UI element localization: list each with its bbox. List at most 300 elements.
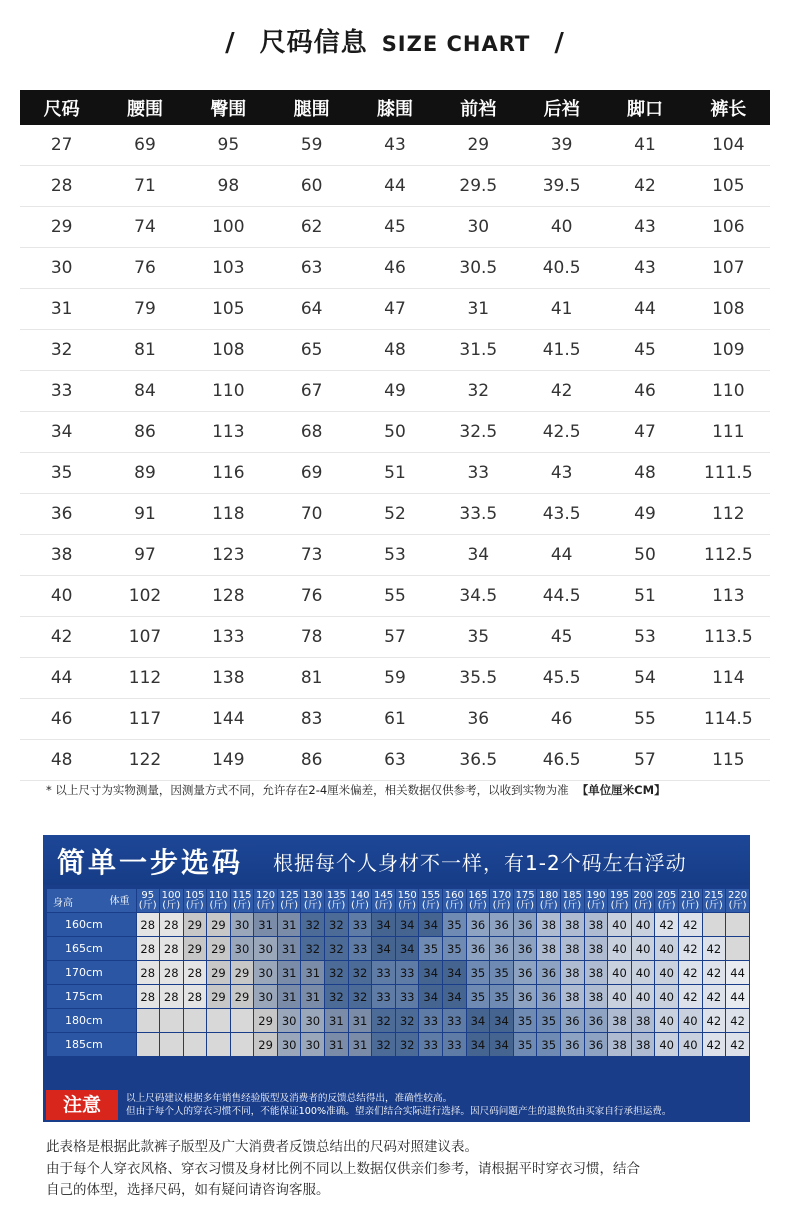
grid-size-cell: 32 bbox=[325, 913, 348, 936]
corner-weight-label: 体重 bbox=[109, 896, 130, 907]
unit-note: 【单位厘米CM】 bbox=[576, 783, 666, 797]
grid-size-cell: 38 bbox=[585, 961, 608, 984]
table-cell: 46 bbox=[353, 248, 436, 289]
footer-line-3: 自己的体型，选择尺码，如有疑问请咨询客服。 bbox=[46, 1182, 330, 1198]
table-cell: 28 bbox=[20, 166, 103, 207]
table-cell: 108 bbox=[687, 289, 770, 330]
grid-size-cell: 36 bbox=[585, 1033, 608, 1056]
size-table-header-cell: 尺码 bbox=[20, 90, 103, 125]
grid-size-cell: 31 bbox=[325, 1009, 348, 1032]
table-cell: 91 bbox=[103, 494, 186, 535]
table-cell: 111.5 bbox=[687, 453, 770, 494]
table-cell: 73 bbox=[270, 535, 353, 576]
grid-size-cell: 40 bbox=[632, 913, 655, 936]
table-cell: 33.5 bbox=[437, 494, 520, 535]
grid-size-cell: 38 bbox=[585, 937, 608, 960]
grid-size-cell: 36 bbox=[561, 1033, 584, 1056]
table-cell: 62 bbox=[270, 207, 353, 248]
notice-tag: 注意 bbox=[46, 1090, 118, 1120]
grid-size-cell bbox=[231, 1009, 254, 1032]
grid-row bbox=[47, 937, 749, 960]
grid-size-cell: 31 bbox=[301, 985, 324, 1008]
table-cell: 35 bbox=[437, 617, 520, 658]
grid-size-cell: 36 bbox=[561, 1009, 584, 1032]
table-cell: 115 bbox=[687, 740, 770, 781]
weight-header-cell bbox=[608, 889, 631, 912]
table-cell: 74 bbox=[103, 207, 186, 248]
table-cell: 49 bbox=[603, 494, 686, 535]
table-cell: 36.5 bbox=[437, 740, 520, 781]
weight-value: 175 bbox=[515, 889, 535, 901]
weight-unit: (斤) bbox=[303, 899, 322, 911]
grid-size-cell: 35 bbox=[537, 1033, 560, 1056]
grid-size-cell: 32 bbox=[325, 961, 348, 984]
grid-size-cell: 38 bbox=[537, 937, 560, 960]
table-row bbox=[20, 658, 770, 699]
weight-header-cell bbox=[396, 889, 419, 912]
table-cell: 114 bbox=[687, 658, 770, 699]
table-cell: 79 bbox=[103, 289, 186, 330]
table-cell: 84 bbox=[103, 371, 186, 412]
grid-size-cell: 42 bbox=[703, 937, 726, 960]
table-cell: 76 bbox=[103, 248, 186, 289]
grid-size-cell: 29 bbox=[231, 985, 254, 1008]
table-cell: 138 bbox=[187, 658, 270, 699]
table-cell: 128 bbox=[187, 576, 270, 617]
table-cell: 59 bbox=[270, 125, 353, 166]
table-cell: 32 bbox=[437, 371, 520, 412]
weight-header-cell bbox=[585, 889, 608, 912]
weight-header-cell bbox=[372, 889, 395, 912]
table-cell: 83 bbox=[270, 699, 353, 740]
weight-value: 195 bbox=[609, 889, 630, 901]
grid-size-cell: 42 bbox=[703, 1009, 726, 1032]
page-title bbox=[0, 22, 790, 59]
table-cell: 45 bbox=[353, 207, 436, 248]
weight-unit: (斤) bbox=[469, 899, 487, 911]
grid-size-cell: 40 bbox=[608, 961, 631, 984]
table-cell: 113.5 bbox=[687, 617, 770, 658]
grid-size-cell: 34 bbox=[443, 961, 466, 984]
grid-size-cell: 33 bbox=[419, 1033, 442, 1056]
grid-size-cell: 42 bbox=[679, 961, 702, 984]
title-cn: 尺码信息 bbox=[259, 28, 368, 58]
weight-value: 220 bbox=[728, 889, 748, 901]
size-table-header-cell: 裤长 bbox=[687, 90, 770, 125]
table-cell: 44.5 bbox=[520, 576, 603, 617]
grid-size-cell: 44 bbox=[726, 985, 749, 1008]
grid-size-cell: 35 bbox=[490, 961, 513, 984]
table-cell: 45 bbox=[603, 330, 686, 371]
table-cell: 63 bbox=[353, 740, 436, 781]
grid-size-cell: 38 bbox=[632, 1009, 655, 1032]
weight-value: 140 bbox=[350, 889, 370, 901]
grid-size-cell: 42 bbox=[679, 913, 702, 936]
grid-size-cell: 40 bbox=[608, 913, 631, 936]
grid-size-cell: 36 bbox=[514, 913, 537, 936]
size-table-header-cell: 后裆 bbox=[520, 90, 603, 125]
grid-size-cell: 30 bbox=[301, 1033, 324, 1056]
table-cell: 43 bbox=[353, 125, 436, 166]
weight-header-cell bbox=[349, 889, 372, 912]
weight-header-cell bbox=[490, 889, 513, 912]
grid-size-cell: 40 bbox=[679, 1009, 702, 1032]
grid-size-cell: 31 bbox=[325, 1033, 348, 1056]
table-cell: 33 bbox=[20, 371, 103, 412]
table-cell: 110 bbox=[187, 371, 270, 412]
grid-size-cell: 34 bbox=[467, 1009, 490, 1032]
size-table-header-cell: 腿围 bbox=[270, 90, 353, 125]
grid-size-cell: 42 bbox=[726, 1009, 749, 1032]
weight-header-cell bbox=[137, 889, 159, 912]
table-row bbox=[20, 371, 770, 412]
grid-size-cell: 38 bbox=[585, 985, 608, 1008]
grid-size-cell: 35 bbox=[490, 985, 513, 1008]
grid-size-cell: 40 bbox=[655, 1033, 678, 1056]
table-cell: 35.5 bbox=[437, 658, 520, 699]
size-table-header-cell: 腰围 bbox=[103, 90, 186, 125]
measurement-note-text: * 以上尺寸为实物测量，因测量方式不同，允许存在2-4厘米偏差，相关数据仅供参考，以收到实物为准 bbox=[46, 783, 569, 797]
table-cell: 57 bbox=[603, 740, 686, 781]
weight-header-cell bbox=[632, 889, 655, 912]
guide-banner-title: 简单一步选码 bbox=[57, 846, 244, 879]
weight-value: 155 bbox=[421, 889, 441, 901]
table-cell: 69 bbox=[103, 125, 186, 166]
table-cell: 107 bbox=[103, 617, 186, 658]
table-cell: 44 bbox=[20, 658, 103, 699]
grid-size-cell: 36 bbox=[537, 985, 560, 1008]
table-cell: 108 bbox=[187, 330, 270, 371]
grid-size-cell: 34 bbox=[419, 913, 442, 936]
size-table-header-cell: 臀围 bbox=[187, 90, 270, 125]
weight-value: 135 bbox=[326, 889, 346, 901]
table-cell: 64 bbox=[270, 289, 353, 330]
grid-size-cell: 32 bbox=[301, 913, 324, 936]
grid-size-cell: 31 bbox=[349, 1009, 372, 1032]
grid-size-cell: 38 bbox=[632, 1033, 655, 1056]
table-cell: 43.5 bbox=[520, 494, 603, 535]
weight-header-cell bbox=[726, 889, 749, 912]
table-cell: 42 bbox=[603, 166, 686, 207]
grid-size-cell bbox=[184, 1033, 207, 1056]
table-cell: 47 bbox=[353, 289, 436, 330]
grid-size-cell: 32 bbox=[396, 1033, 419, 1056]
grid-size-cell bbox=[137, 1033, 159, 1056]
weight-value: 185 bbox=[562, 889, 582, 901]
grid-size-cell: 28 bbox=[184, 985, 207, 1008]
table-cell: 33 bbox=[437, 453, 520, 494]
table-cell: 43 bbox=[520, 453, 603, 494]
grid-size-cell bbox=[160, 1009, 183, 1032]
weight-value: 170 bbox=[491, 889, 512, 901]
grid-size-cell: 33 bbox=[443, 1009, 466, 1032]
grid-size-cell: 29 bbox=[184, 937, 207, 960]
weight-unit: (斤) bbox=[634, 899, 652, 911]
table-cell: 29 bbox=[437, 125, 520, 166]
weight-value: 95 bbox=[141, 889, 155, 901]
weight-value: 190 bbox=[586, 889, 606, 901]
table-cell: 86 bbox=[270, 740, 353, 781]
grid-row bbox=[47, 985, 749, 1008]
grid-size-cell: 28 bbox=[137, 961, 159, 984]
table-cell: 76 bbox=[270, 576, 353, 617]
table-cell: 32 bbox=[20, 330, 103, 371]
size-chart-table bbox=[20, 90, 770, 781]
table-cell: 40 bbox=[520, 207, 603, 248]
table-row bbox=[20, 248, 770, 289]
table-cell: 51 bbox=[603, 576, 686, 617]
grid-size-cell: 30 bbox=[254, 937, 277, 960]
table-row bbox=[20, 535, 770, 576]
table-cell: 43 bbox=[603, 248, 686, 289]
table-cell: 42 bbox=[20, 617, 103, 658]
table-cell: 40.5 bbox=[520, 248, 603, 289]
footer-note bbox=[46, 1137, 640, 1202]
weight-header-cell bbox=[679, 889, 702, 912]
weight-header-cell bbox=[537, 889, 560, 912]
grid-size-cell: 30 bbox=[254, 961, 277, 984]
grid-size-cell: 31 bbox=[278, 985, 301, 1008]
weight-value: 120 bbox=[256, 889, 276, 901]
table-cell: 105 bbox=[687, 166, 770, 207]
table-cell: 44 bbox=[520, 535, 603, 576]
grid-size-cell: 40 bbox=[632, 937, 655, 960]
table-cell: 29 bbox=[20, 207, 103, 248]
title-slash-left: / bbox=[225, 28, 236, 58]
grid-row bbox=[47, 913, 749, 936]
weight-header-cell bbox=[655, 889, 678, 912]
table-cell: 49 bbox=[353, 371, 436, 412]
grid-size-cell: 42 bbox=[703, 961, 726, 984]
grid-size-cell: 29 bbox=[231, 961, 254, 984]
table-cell: 67 bbox=[270, 371, 353, 412]
size-table-body bbox=[20, 125, 770, 781]
weight-header-cell bbox=[160, 889, 183, 912]
height-header-cell: 175cm bbox=[47, 985, 136, 1008]
grid-size-cell: 38 bbox=[608, 1033, 631, 1056]
weight-unit: (斤) bbox=[398, 899, 417, 911]
table-cell: 54 bbox=[603, 658, 686, 699]
weight-unit: (斤) bbox=[445, 899, 464, 911]
table-cell: 59 bbox=[353, 658, 436, 699]
grid-size-cell: 35 bbox=[467, 961, 490, 984]
weight-value: 115 bbox=[232, 889, 252, 901]
table-cell: 118 bbox=[187, 494, 270, 535]
table-cell: 86 bbox=[103, 412, 186, 453]
table-row bbox=[20, 699, 770, 740]
grid-size-cell: 42 bbox=[655, 913, 678, 936]
weight-unit: (斤) bbox=[539, 899, 558, 911]
grid-size-cell: 33 bbox=[419, 1009, 442, 1032]
grid-size-cell bbox=[231, 1033, 254, 1056]
table-cell: 81 bbox=[270, 658, 353, 699]
table-cell: 35 bbox=[20, 453, 103, 494]
grid-size-cell: 40 bbox=[608, 985, 631, 1008]
size-table-header-cell: 膝围 bbox=[353, 90, 436, 125]
grid-row bbox=[47, 1033, 749, 1056]
grid-size-cell: 32 bbox=[301, 937, 324, 960]
weight-unit: (斤) bbox=[162, 899, 181, 911]
weight-header-cell bbox=[467, 889, 490, 912]
grid-size-cell: 29 bbox=[207, 985, 230, 1008]
table-cell: 110 bbox=[687, 371, 770, 412]
grid-size-cell: 38 bbox=[561, 985, 584, 1008]
grid-size-cell: 36 bbox=[514, 961, 537, 984]
grid-size-cell: 34 bbox=[490, 1033, 513, 1056]
weight-unit: (斤) bbox=[138, 899, 157, 911]
weight-header-cell bbox=[278, 889, 301, 912]
table-cell: 32.5 bbox=[437, 412, 520, 453]
grid-size-cell: 33 bbox=[443, 1033, 466, 1056]
grid-size-cell: 34 bbox=[396, 913, 419, 936]
notice-text bbox=[126, 1092, 672, 1118]
grid-size-cell: 29 bbox=[254, 1009, 277, 1032]
weight-unit: (斤) bbox=[681, 899, 700, 911]
height-header-cell: 185cm bbox=[47, 1033, 136, 1056]
weight-header-cell bbox=[301, 889, 324, 912]
table-cell: 109 bbox=[687, 330, 770, 371]
table-cell: 50 bbox=[603, 535, 686, 576]
grid-size-cell: 36 bbox=[467, 913, 490, 936]
grid-size-cell: 28 bbox=[137, 985, 159, 1008]
grid-size-cell: 35 bbox=[443, 913, 466, 936]
table-cell: 111 bbox=[687, 412, 770, 453]
weight-unit: (斤) bbox=[421, 899, 440, 911]
table-cell: 53 bbox=[603, 617, 686, 658]
grid-size-cell bbox=[160, 1033, 183, 1056]
grid-size-cell: 40 bbox=[655, 985, 678, 1008]
table-cell: 122 bbox=[103, 740, 186, 781]
table-cell: 34 bbox=[20, 412, 103, 453]
table-row bbox=[20, 740, 770, 781]
weight-value: 100 bbox=[161, 889, 181, 901]
table-row bbox=[20, 125, 770, 166]
guide-banner-subtitle: 根据每个人身材不一样，有1-2个码左右浮动 bbox=[273, 851, 687, 875]
table-row bbox=[20, 412, 770, 453]
table-cell: 30.5 bbox=[437, 248, 520, 289]
table-cell: 104 bbox=[687, 125, 770, 166]
table-cell: 34.5 bbox=[437, 576, 520, 617]
table-cell: 117 bbox=[103, 699, 186, 740]
grid-header-row bbox=[47, 889, 749, 912]
grid-size-cell: 32 bbox=[325, 937, 348, 960]
table-cell: 42.5 bbox=[520, 412, 603, 453]
table-cell: 81 bbox=[103, 330, 186, 371]
grid-size-cell: 29 bbox=[184, 913, 207, 936]
grid-size-cell: 28 bbox=[160, 985, 183, 1008]
grid-size-cell: 42 bbox=[679, 985, 702, 1008]
grid-size-cell: 30 bbox=[231, 913, 254, 936]
grid-size-cell: 28 bbox=[160, 913, 183, 936]
weight-header-cell bbox=[325, 889, 348, 912]
table-row bbox=[20, 289, 770, 330]
table-cell: 48 bbox=[603, 453, 686, 494]
height-header-cell: 170cm bbox=[47, 961, 136, 984]
table-row bbox=[20, 207, 770, 248]
grid-size-cell: 40 bbox=[632, 985, 655, 1008]
weight-header-cell bbox=[514, 889, 537, 912]
table-row bbox=[20, 617, 770, 658]
grid-size-cell bbox=[726, 937, 749, 960]
grid-row bbox=[47, 961, 749, 984]
weight-unit: (斤) bbox=[492, 899, 511, 911]
grid-size-cell: 34 bbox=[419, 985, 442, 1008]
grid-size-cell: 35 bbox=[443, 937, 466, 960]
weight-unit: (斤) bbox=[728, 899, 747, 911]
table-cell: 41.5 bbox=[520, 330, 603, 371]
measurement-note bbox=[46, 782, 776, 798]
table-cell: 50 bbox=[353, 412, 436, 453]
size-table-header-row bbox=[20, 90, 770, 125]
table-cell: 113 bbox=[187, 412, 270, 453]
table-cell: 46.5 bbox=[520, 740, 603, 781]
grid-size-cell: 36 bbox=[490, 913, 513, 936]
grid-size-cell: 35 bbox=[514, 1009, 537, 1032]
weight-value: 110 bbox=[208, 889, 228, 901]
table-cell: 40 bbox=[20, 576, 103, 617]
weight-header-cell bbox=[231, 889, 254, 912]
grid-size-cell: 31 bbox=[278, 937, 301, 960]
title-en: SIZE CHART bbox=[381, 32, 531, 56]
table-cell: 71 bbox=[103, 166, 186, 207]
table-cell: 65 bbox=[270, 330, 353, 371]
weight-value: 130 bbox=[303, 889, 323, 901]
table-row bbox=[20, 576, 770, 617]
weight-header-cell bbox=[703, 889, 726, 912]
table-cell: 102 bbox=[103, 576, 186, 617]
table-cell: 45.5 bbox=[520, 658, 603, 699]
table-cell: 48 bbox=[20, 740, 103, 781]
grid-size-cell: 42 bbox=[703, 985, 726, 1008]
table-cell: 42 bbox=[520, 371, 603, 412]
grid-size-cell: 34 bbox=[372, 913, 395, 936]
table-cell: 149 bbox=[187, 740, 270, 781]
guide-notice bbox=[46, 1090, 747, 1120]
table-cell: 100 bbox=[187, 207, 270, 248]
grid-size-cell: 32 bbox=[372, 1009, 395, 1032]
table-cell: 46 bbox=[20, 699, 103, 740]
weight-value: 160 bbox=[444, 889, 464, 901]
weight-unit: (斤) bbox=[327, 899, 346, 911]
weight-unit: (斤) bbox=[374, 899, 393, 911]
weight-value: 205 bbox=[657, 889, 677, 901]
grid-size-cell: 28 bbox=[137, 913, 159, 936]
table-cell: 70 bbox=[270, 494, 353, 535]
table-cell: 47 bbox=[603, 412, 686, 453]
table-cell: 69 bbox=[270, 453, 353, 494]
table-cell: 45 bbox=[520, 617, 603, 658]
grid-size-cell: 32 bbox=[349, 985, 372, 1008]
grid-size-cell: 28 bbox=[137, 937, 159, 960]
grid-size-cell: 34 bbox=[396, 937, 419, 960]
table-cell: 95 bbox=[187, 125, 270, 166]
table-row bbox=[20, 494, 770, 535]
grid-size-cell bbox=[137, 1009, 159, 1032]
notice-line-2: 但由于每个人的穿衣习惯不同，不能保证100%准确。望亲们结合实际进行选择。因尺码问题产生的退换货由买家自行承担运费。 bbox=[126, 1106, 672, 1117]
table-cell: 123 bbox=[187, 535, 270, 576]
grid-size-cell: 36 bbox=[514, 985, 537, 1008]
table-cell: 60 bbox=[270, 166, 353, 207]
table-cell: 31.5 bbox=[437, 330, 520, 371]
grid-size-cell: 34 bbox=[467, 1033, 490, 1056]
table-cell: 34 bbox=[437, 535, 520, 576]
grid-size-cell: 38 bbox=[561, 937, 584, 960]
footer-line-1: 此表格是根据此款裤子版型及广大消费者反馈总结出的尺码对照建议表。 bbox=[46, 1139, 478, 1155]
size-table-header-cell: 前裆 bbox=[437, 90, 520, 125]
weight-header-cell bbox=[184, 889, 207, 912]
grid-size-cell: 33 bbox=[372, 985, 395, 1008]
grid-size-cell: 30 bbox=[254, 985, 277, 1008]
